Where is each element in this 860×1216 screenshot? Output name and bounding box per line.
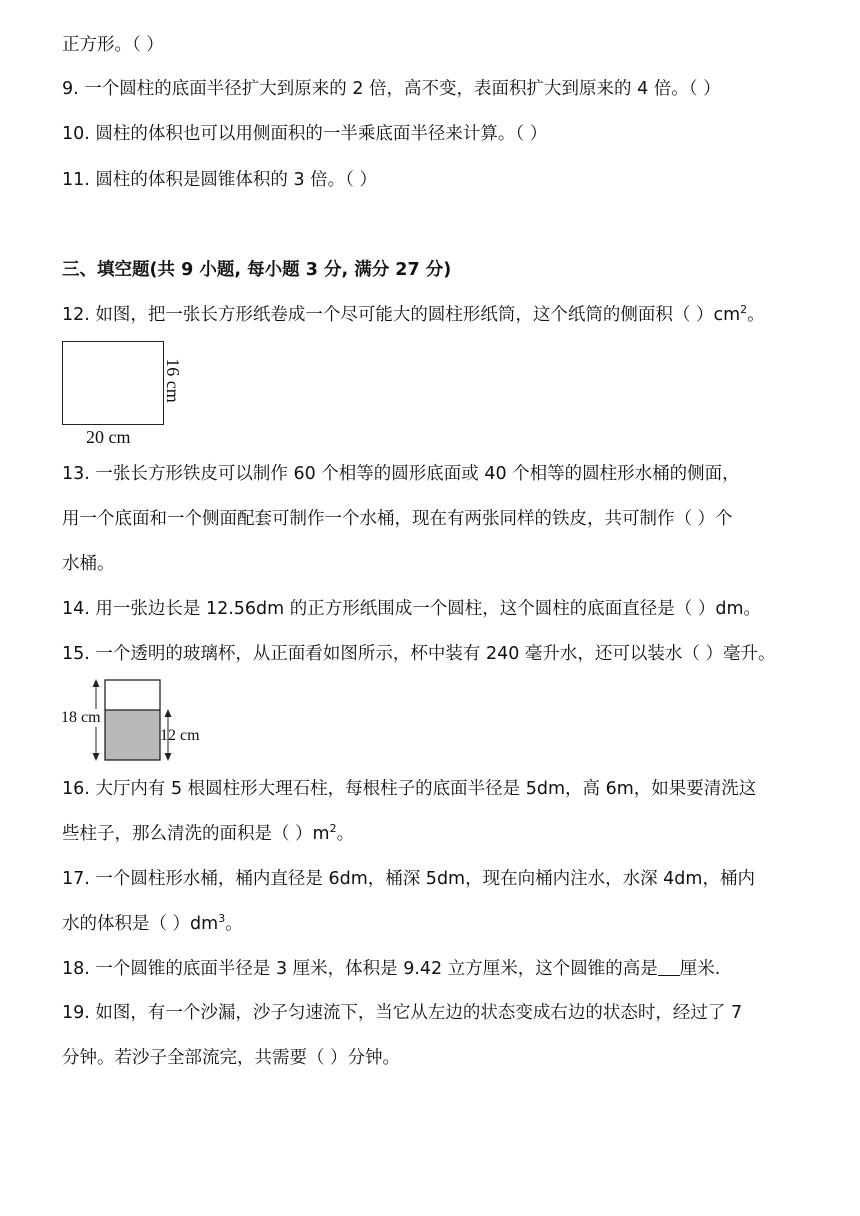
question-18-text: 18. 一个圆锥的底面半径是 3 厘米，体积是 9.42 立方厘米，这个圆锥的高是	[62, 959, 658, 979]
question-16-exponent: 2	[329, 822, 337, 835]
question-18	[62, 957, 840, 981]
question-17-line-1: 17. 一个圆柱形水桶，桶内直径是 6dm，桶深 5dm，现在向桶内注水，水深 4dm，桶内	[62, 869, 755, 889]
question-18-end: 厘米.	[679, 959, 721, 979]
glass-water-height-label: 12 cm	[160, 727, 200, 744]
glass-water	[105, 710, 160, 760]
question-12-exponent: 2	[740, 303, 748, 316]
question-13-line-3: 水桶。	[62, 554, 115, 574]
section-3-heading: 三、填空题(共 9 小题, 每小题 3 分, 满分 27 分)	[62, 260, 452, 280]
question-19-line-2: 分钟。若沙子全部流完，共需要（ ）分钟。	[62, 1048, 401, 1068]
arrowhead-bottom-right	[165, 753, 172, 761]
arrowhead-top-right	[165, 709, 172, 717]
question-12-end: 。	[747, 305, 765, 325]
question-17-end: 。	[225, 914, 243, 934]
rectangle-height-label: 16 cm	[162, 358, 183, 403]
question-8-tail: 正方形。（ ）	[62, 35, 164, 55]
rectangle-width-label: 20 cm	[86, 427, 131, 447]
question-16-text: 些柱子，那么清洗的面积是（ ）m	[62, 824, 330, 844]
question-12	[62, 303, 840, 327]
question-17-exponent: 3	[218, 912, 226, 925]
answer-blank	[658, 959, 680, 976]
question-17-line-2	[62, 912, 840, 936]
question-9: 9. 一个圆柱的底面半径扩大到原来的 2 倍，高不变，表面积扩大到原来的 4 倍。（ ）	[62, 79, 721, 99]
question-16-end: 。	[336, 824, 355, 844]
question-16-line-1: 16. 大厅内有 5 根圆柱形大理石柱，每根柱子的底面半径是 5dm，高 6m，如果要清洗这	[62, 779, 757, 799]
question-15: 15. 一个透明的玻璃杯，从正面看如图所示，杯中装有 240 毫升水，还可以装水（ ）毫升。	[62, 644, 776, 664]
question-13-line-2: 用一个底面和一个侧面配套可制作一个水桶，现在有两张同样的铁皮，共可制作（ ）个	[62, 509, 733, 529]
question-14: 14. 用一张边长是 12.56dm 的正方形纸围成一个圆柱，这个圆柱的底面直径是（ ）dm。	[62, 599, 761, 619]
glass-total-height-label: 18 cm	[61, 709, 101, 726]
arrowhead-top-left	[93, 679, 100, 687]
question-13-line-1: 13. 一张长方形铁皮可以制作 60 个相等的圆形底面或 40 个相等的圆柱形水桶的侧面，	[62, 464, 740, 484]
question-12-text: 12. 如图，把一张长方形纸卷成一个尽可能大的圆柱形纸筒，这个纸筒的侧面积（ ）cm	[62, 305, 741, 325]
rectangle-shape	[62, 341, 164, 425]
question-11: 11. 圆柱的体积是圆锥体积的 3 倍。（ ）	[62, 170, 377, 190]
question-10: 10. 圆柱的体积也可以用侧面积的一半乘底面半径来计算。（ ）	[62, 124, 548, 144]
question-19-line-1: 19. 如图，有一个沙漏，沙子匀速流下，当它从左边的状态变成右边的状态时，经过了 7	[62, 1003, 743, 1023]
question-16-line-2	[62, 822, 840, 846]
arrowhead-bottom-left	[93, 753, 100, 761]
question-17-text: 水的体积是（ ）dm	[62, 914, 219, 934]
